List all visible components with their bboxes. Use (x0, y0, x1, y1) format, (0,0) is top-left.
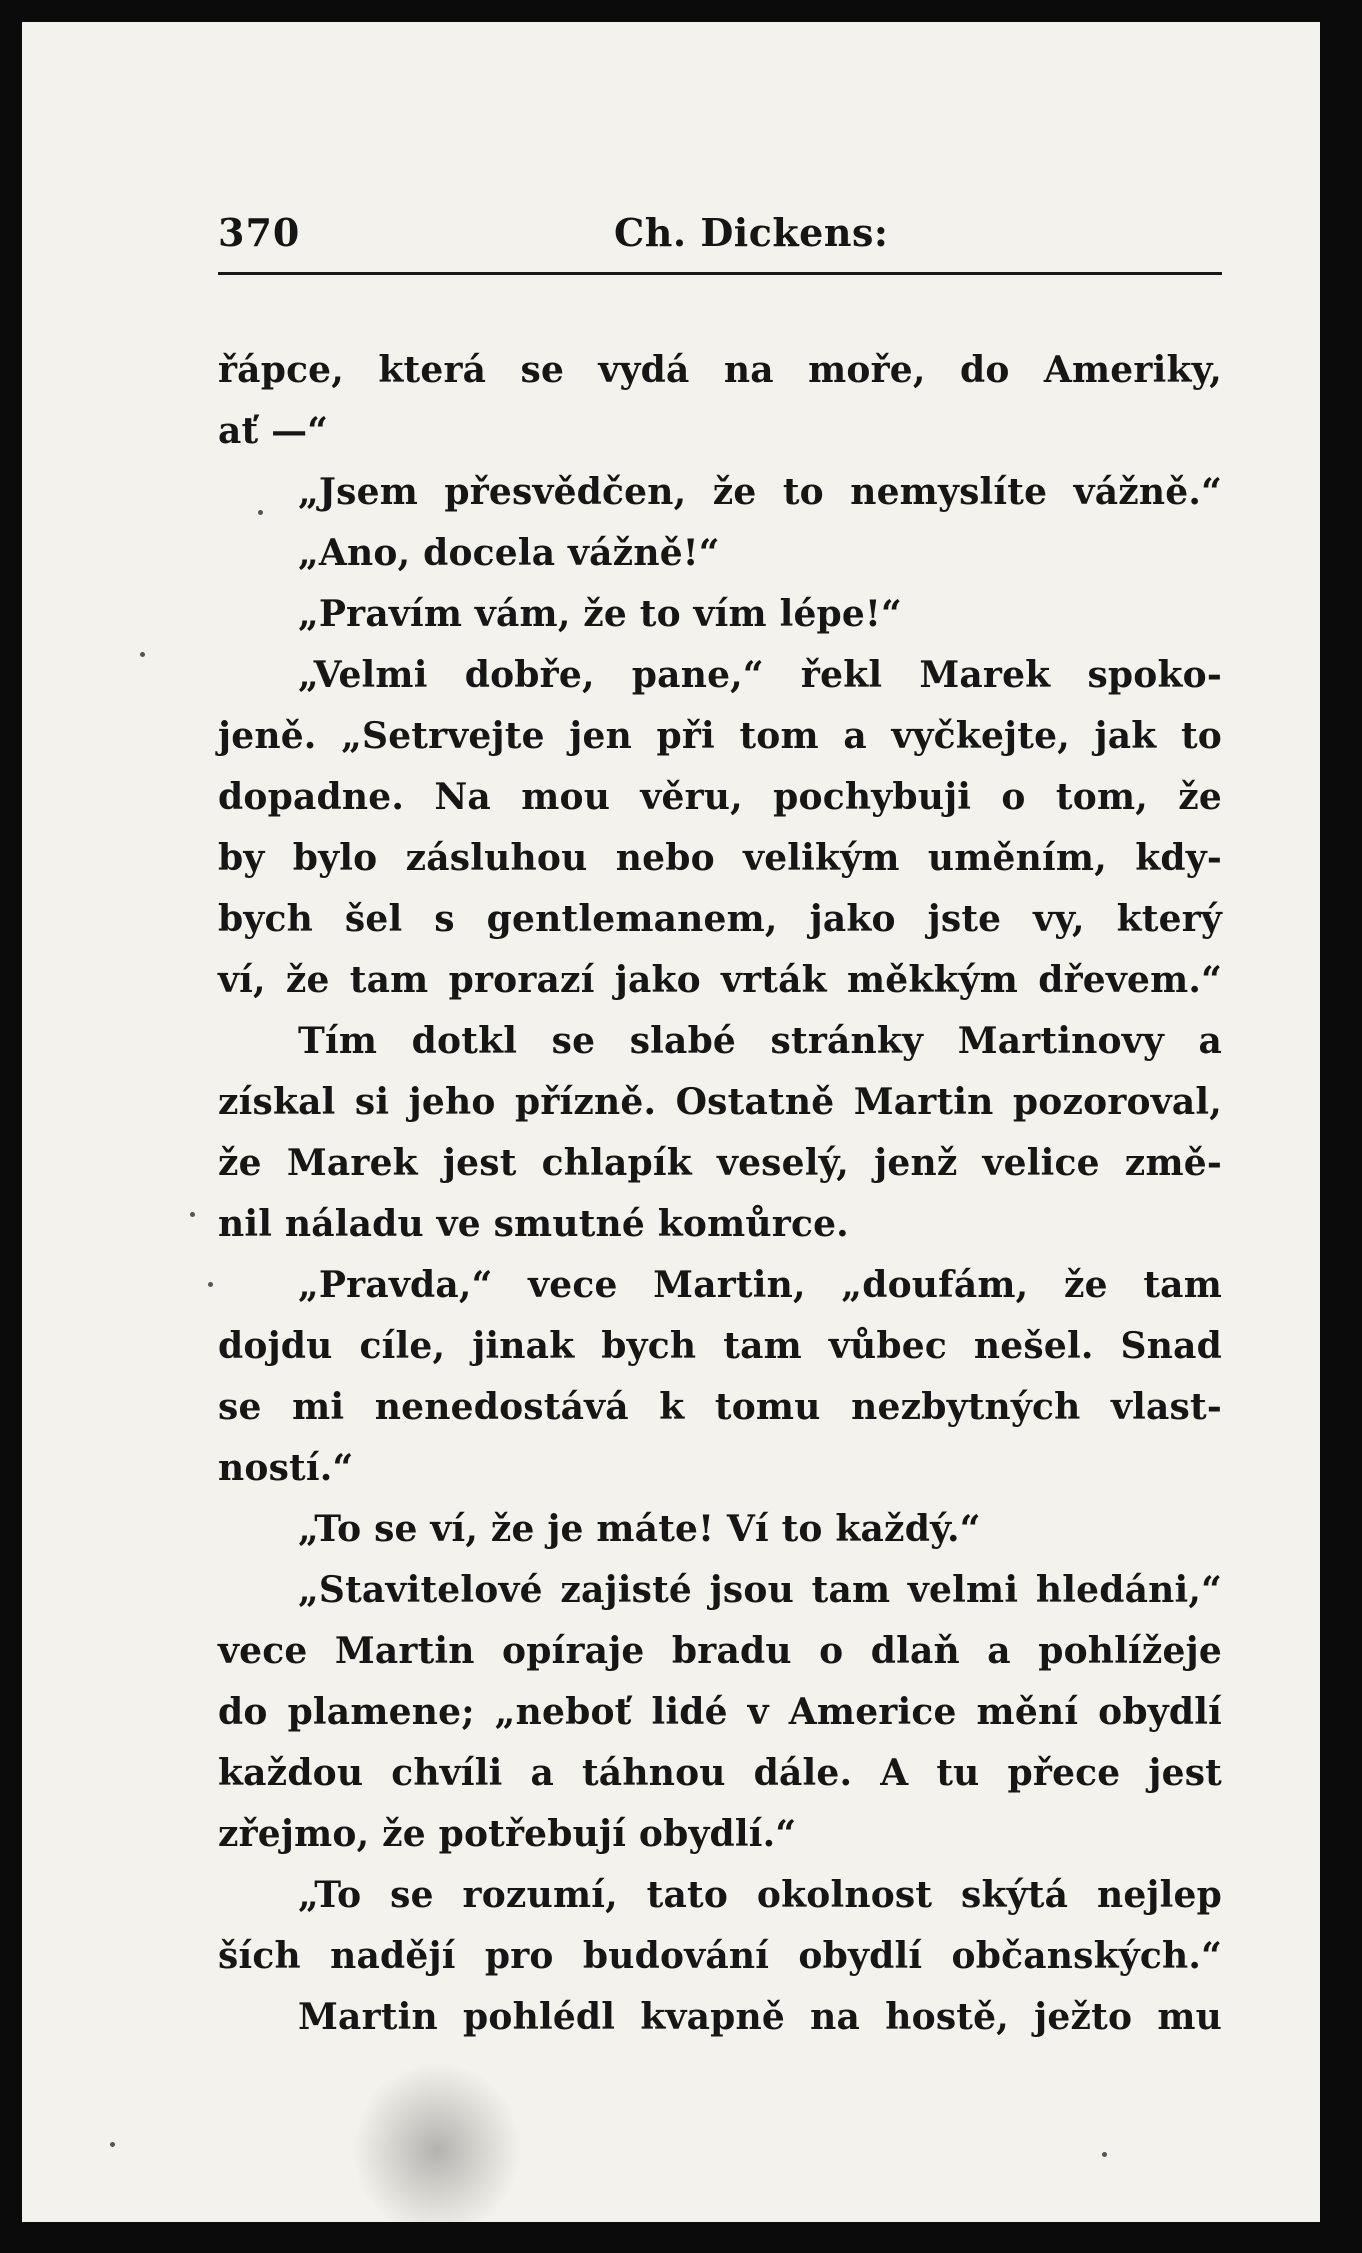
text-line: „Ano, docela vážně!“ (298, 532, 720, 574)
text-line: ať —“ (218, 410, 329, 452)
running-head: Ch. Dickens: (614, 210, 889, 255)
text-line: ších nadějí pro budování obydlí občanských.“ (218, 1935, 1222, 1977)
text-line: bych šel s gentlemanem, jako jste vy, který (218, 898, 1222, 940)
scan-speck (208, 1282, 213, 1287)
scan-speck (110, 2142, 115, 2147)
text-line: „To se rozumí, tato okolnost skýtá nejlep (298, 1874, 1222, 1916)
page-header (218, 210, 1222, 270)
text-line: „To se ví, že je máte! Ví to každý.“ (298, 1508, 981, 1550)
text-line: dopadne. Na mou věru, pochybuji o tom, že (218, 776, 1222, 818)
text-line: Martin pohlédl kvapně na hostě, ježto mu (298, 1996, 1222, 2038)
text-line: vece Martin opíraje bradu o dlaň a pohlížeje (218, 1630, 1222, 1672)
scan-speck (258, 510, 263, 515)
text-line: „Velmi dobře, pane,“ řekl Marek spoko- (298, 654, 1222, 696)
scan-speck (190, 1212, 195, 1217)
text-line: „Pravda,“ vece Martin, „doufám, že tam (298, 1264, 1222, 1306)
text-line: dojdu cíle, jinak bych tam vůbec nešel. Snad (218, 1325, 1222, 1367)
text-line: do plamene; „neboť lidé v Americe mění obydlí (218, 1691, 1222, 1733)
page-number: 370 (218, 210, 301, 255)
text-line: že Marek jest chlapík veselý, jenž velice změ- (218, 1142, 1222, 1184)
text-line: každou chvíli a táhnou dále. A tu přece jest (218, 1752, 1222, 1794)
scan-smudge (352, 2062, 522, 2222)
text-line: se mi nenedostává k tomu nezbytných vlast- (218, 1386, 1222, 1428)
header-rule (218, 272, 1222, 275)
book-page (22, 22, 1320, 2222)
scan-speck (140, 652, 145, 657)
scan-speck (1102, 2152, 1107, 2157)
text-line: „Stavitelové zajisté jsou tam velmi hledáni,“ (298, 1569, 1222, 1611)
body-text (218, 340, 1222, 2048)
text-line: řápce, která se vydá na moře, do Ameriky, (218, 349, 1222, 391)
text-line: ví, že tam prorazí jako vrták měkkým dřevem.“ (218, 959, 1222, 1001)
text-line: by bylo zásluhou nebo velikým uměním, kdy- (218, 837, 1222, 879)
text-line: ností.“ (218, 1447, 354, 1489)
text-line: jeně. „Setrvejte jen při tom a vyčkejte, jak to (218, 715, 1222, 757)
text-line: získal si jeho přízně. Ostatně Martin pozoroval, (218, 1081, 1222, 1123)
text-line: nil náladu ve smutné komůrce. (218, 1203, 849, 1245)
text-line: zřejmo, že potřebují obydlí.“ (218, 1813, 797, 1855)
text-line: „Jsem přesvědčen, že to nemyslíte vážně.“ (298, 471, 1222, 513)
text-line: „Pravím vám, že to vím lépe!“ (298, 593, 902, 635)
text-line: Tím dotkl se slabé stránky Martinovy a (298, 1020, 1222, 1062)
